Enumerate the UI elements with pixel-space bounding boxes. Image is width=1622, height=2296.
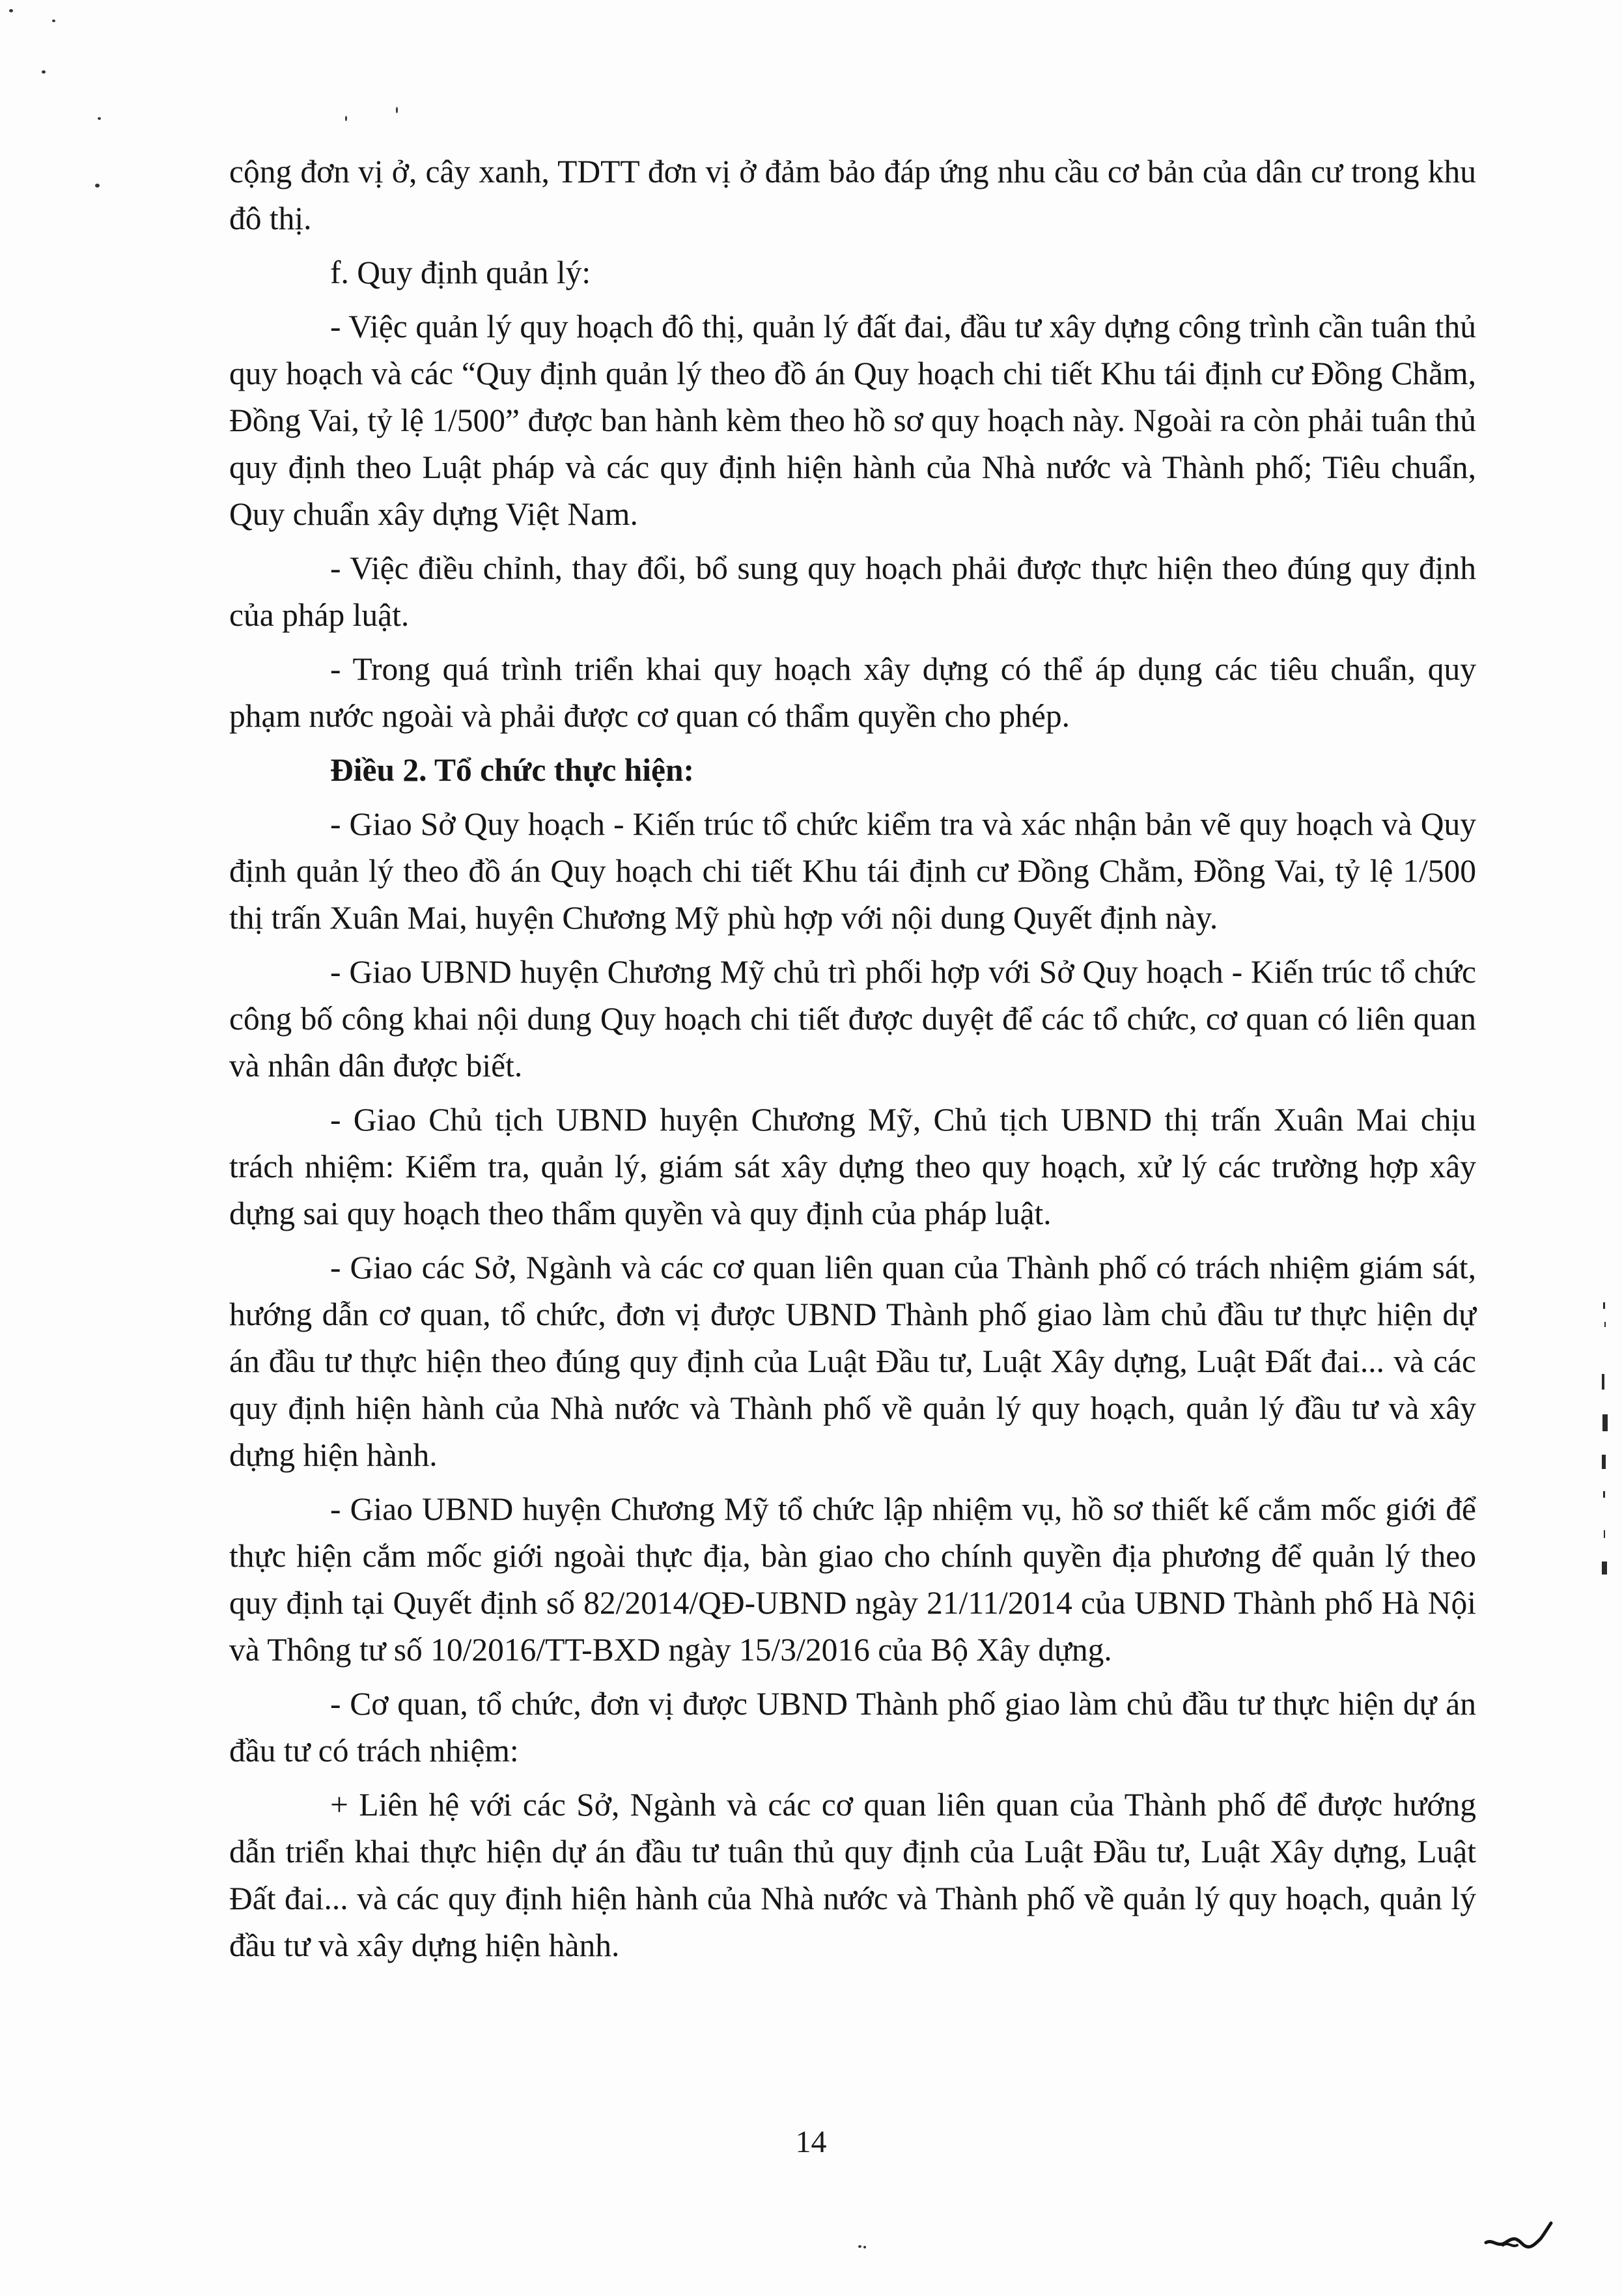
scan-speck — [863, 2246, 866, 2248]
signature-initials — [1483, 2219, 1555, 2258]
paragraph-district-publication: - Giao UBND huyện Chương Mỹ chủ trì phối hợp với Sở Quy hoạch - Kiến trúc tổ chức công bố công khai nội dung Quy hoạch chi tiết được duyệt để các tổ chức, cơ quan có liên quan và nhân dân được biết. — [229, 954, 1476, 1084]
margin-marks — [1595, 1302, 1615, 1602]
paragraph-departments-supervision: - Giao các Sở, Ngành và các cơ quan liên quan của Thành phố có trách nhiệm giám sát, hướng dẫn cơ quan, tổ chức, đơn vị được UBND Thành phố giao làm chủ đầu tư thực hiện dự án đầu tư thực hiện theo đúng quy định của Luật Đầu tư, Luật Xây dựng, Luật Đất đai... và các quy định hiện hành của Nhà nước và Thành phố về quản lý quy hoạch, quản lý đầu tư và xây dựng hiện hành. — [229, 1250, 1476, 1473]
paragraph-foreign-standards: - Trong quá trình triển khai quy hoạch xây dựng có thể áp dụng các tiêu chuẩn, quy phạm nước ngoài và phải được cơ quan có thẩm quyền cho phép. — [229, 651, 1476, 734]
scan-speck — [858, 2245, 861, 2248]
paragraph-investor-contact: + Liên hệ với các Sở, Ngành và các cơ quan liên quan của Thành phố để được hướng dẫn triển khai thực hiện dự án đầu tư tuân thủ quy định của Luật Đầu tư, Luật Xây dựng, Luật Đất đai... và các quy định hiện hành của Nhà nước và Thành phố về quản lý quy hoạch, quản lý đầu tư và xây dựng hiện hành. — [229, 1787, 1476, 1963]
scan-speck — [52, 20, 55, 22]
article-2-heading: Điều 2. Tổ chức thực hiện: — [330, 752, 695, 788]
scan-speck — [9, 9, 13, 12]
section-f-heading: f. Quy định quản lý: — [330, 255, 591, 290]
scan-speck — [345, 116, 347, 121]
document-body — [229, 148, 1476, 1976]
paragraph-chairman-responsibility: - Giao Chủ tịch UBND huyện Chương Mỹ, Chủ tịch UBND thị trấn Xuân Mai chịu trách nhiệm: Kiểm tra, quản lý, giám sát xây dựng theo quy hoạch, xử lý các trường hợp xây dựng sai quy hoạch theo thẩm quyền và quy định của pháp luật. — [229, 1102, 1476, 1231]
scan-speck — [98, 117, 101, 120]
paragraph-adjustment: - Việc điều chỉnh, thay đổi, bổ sung quy hoạch phải được thực hiện theo đúng quy định của pháp luật. — [229, 550, 1476, 633]
paragraph-planning-dept: - Giao Sở Quy hoạch - Kiến trúc tổ chức kiểm tra và xác nhận bản vẽ quy hoạch và Quy định quản lý theo đồ án Quy hoạch chi tiết Khu tái định cư Đồng Chằm, Đồng Vai, tỷ lệ 1/500 thị trấn Xuân Mai, huyện Chương Mỹ phù hợp với nội dung Quyết định này. — [229, 806, 1476, 936]
page-number: 14 — [795, 2125, 827, 2159]
scan-speck — [42, 70, 46, 74]
paragraph-boundary-markers: - Giao UBND huyện Chương Mỹ tổ chức lập nhiệm vụ, hồ sơ thiết kế cắm mốc giới để thực hiện cắm mốc giới ngoài thực địa, bàn giao cho chính quyền địa phương để quản lý theo quy định tại Quyết định số 82/2014/QĐ-UBND ngày 21/11/2014 của UBND Thành phố Hà Nội và Thông tư số 10/2016/TT-BXD ngày 15/3/2016 của Bộ Xây dựng. — [229, 1491, 1476, 1668]
scan-speck — [396, 107, 398, 113]
paragraph-management-compliance: - Việc quản lý quy hoạch đô thị, quản lý đất đai, đầu tư xây dựng công trình cần tuân thủ quy hoạch và các “Quy định quản lý theo đồ án Quy hoạch chi tiết Khu tái định cư Đồng Chằm, Đồng Vai, tỷ lệ 1/500” được ban hành kèm theo hồ sơ quy hoạch này. Ngoài ra còn phải tuân thủ quy định theo Luật pháp và các quy định hiện hành của Nhà nước và Thành phố; Tiêu chuẩn, Quy chuẩn xây dựng Việt Nam. — [229, 309, 1476, 532]
paragraph-continuation: cộng đơn vị ở, cây xanh, TDTT đơn vị ở đảm bảo đáp ứng nhu cầu cơ bản của dân cư trong khu đô thị. — [229, 154, 1476, 236]
scan-speck — [95, 184, 100, 188]
paragraph-investor-duties: - Cơ quan, tổ chức, đơn vị được UBND Thành phố giao làm chủ đầu tư thực hiện dự án đầu tư có trách nhiệm: — [229, 1686, 1476, 1769]
